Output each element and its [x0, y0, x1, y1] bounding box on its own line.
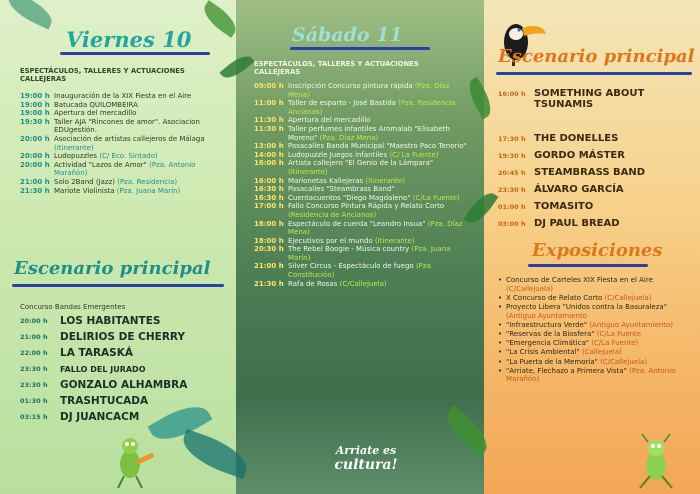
act-time: 23:30 h — [498, 185, 526, 194]
exhibition-text: "La Crisis Ambiental" — [506, 348, 580, 357]
schedule-row — [20, 92, 220, 101]
friday-schedule — [20, 92, 220, 195]
schedule-row — [254, 142, 470, 151]
schedule-location: (Pza. Díaz Mena) — [288, 82, 450, 99]
exhibition-location: (Antiguo Ayuntamiento) — [589, 320, 673, 329]
schedule-time: 19:00 h — [20, 100, 50, 109]
band-name: TRASHTUCADA — [60, 395, 149, 407]
schedule-text: Rafa de Rosas — [288, 279, 338, 288]
saturday-title: Sábado 11 — [292, 24, 403, 46]
schedule-location: (Pza. Constitución) — [288, 262, 434, 280]
act-row — [498, 181, 698, 198]
schedule-row — [20, 118, 220, 135]
act-time: 20:45 h — [498, 168, 526, 177]
schedule-location: (Pza. Antonio Marañón) — [54, 160, 196, 178]
band-row — [20, 409, 230, 425]
schedule-row — [254, 151, 470, 160]
exhibition-item: • "Reservas de la Biosfera" (C/La Fuente — [498, 329, 641, 338]
schedule-time: 20:30 h — [254, 245, 284, 254]
schedule-text: Actividad "Lazos de Amor" — [54, 160, 147, 169]
schedule-text: Mariote Violinista — [54, 186, 115, 195]
schedule-location: (Pza. Juana Marín) — [288, 245, 451, 262]
schedule-row — [20, 101, 220, 110]
title-underline — [290, 47, 430, 50]
act-row — [498, 88, 698, 114]
schedule-row — [254, 82, 470, 99]
schedule-row — [20, 109, 220, 118]
exhibition-location: (C/Callejuela) — [506, 284, 554, 293]
contest-subtitle: Concurso Bandas Emergentes — [20, 303, 126, 311]
exhibition-text: Concurso de Carteles XIX Fiesta en el Aire — [506, 276, 653, 284]
schedule-time: 14:00 h — [254, 150, 284, 159]
schedule-location: (C/La Fuente) — [412, 193, 460, 202]
act-time: 16:00 h — [498, 90, 526, 98]
schedule-location: (Itinerante) — [365, 176, 405, 185]
exhibition-item: • Proyecto Libera "Unidos contra la Basuraleza" (Antiguo Ayuntamiento — [498, 302, 667, 320]
schedule-text: Apertura del mercadillo — [288, 116, 371, 125]
band-name: FALLO DEL JURADO — [60, 364, 146, 374]
schedule-time: 19:00 h — [20, 92, 50, 100]
schedule-time: 09:00 h — [254, 82, 284, 90]
act-time: 17:30 h — [498, 134, 526, 143]
schedule-row — [254, 280, 470, 289]
schedule-row — [254, 185, 470, 194]
schedule-text: Artista callejero "El Genio de la Lámpara" — [288, 159, 434, 168]
schedule-time: 16:00 h — [254, 176, 284, 185]
schedule-row — [254, 237, 470, 246]
schedule-text: Fallo Concurso Pintura Rápida y Relato Corto — [288, 202, 445, 211]
exhibition-location: (C/Callejuela) — [600, 357, 648, 366]
exhibition-location: (Callejuela) — [581, 348, 622, 357]
schedule-text: Marionetas Kallejeras — [288, 176, 364, 185]
schedule-time: 17:00 h — [254, 202, 284, 211]
band-row — [20, 377, 230, 393]
schedule-text: Taller perfumes infantiles Aromalab "Elisabeth Moreno" — [288, 124, 450, 142]
exhibition-text: "Emergencia Climática" — [506, 339, 589, 348]
schedule-location: (Pza. Díaz Mena) — [319, 133, 379, 142]
grasshopper-illustration — [626, 432, 686, 492]
schedule-time: 11:30 h — [254, 116, 284, 125]
act-name: STEAMBRASS BAND — [534, 167, 646, 178]
schedule-time: 19:00 h — [20, 109, 50, 118]
exhibition-text: "Reservas de la Biosfera" — [506, 329, 595, 338]
schedule-time: 11:30 h — [254, 124, 284, 133]
schedule-row — [254, 220, 470, 237]
schedule-row — [20, 135, 220, 152]
schedule-text: Taller AJA "Rincones de amor". Asociacion EDUgestión. — [54, 117, 200, 135]
schedule-location: (Pza. Residencia) — [117, 177, 178, 186]
schedule-time: 21:30 h — [20, 186, 50, 195]
right-stage-lineup — [498, 88, 698, 232]
band-name: DELIRIOS DE CHERRY — [60, 331, 186, 343]
exhibition-item: • X Concurso de Relato Corto (C/Callejuela) — [498, 293, 652, 302]
band-time: 03:15 h — [20, 413, 48, 421]
schedule-row — [254, 125, 470, 142]
exhibition-item: • "Arriate, Flechazo a Primera Vista" (Pza. Antonio Marañón) — [498, 366, 676, 384]
schedule-row — [254, 194, 470, 203]
slogan-line-2: cultura! — [334, 457, 398, 473]
exhibitions-title: Exposiciones — [532, 240, 663, 261]
band-time: 20:00 h — [20, 317, 48, 325]
schedule-location: (Itinerante) — [288, 167, 328, 176]
schedule-row — [20, 161, 220, 178]
saturday-subtitle: ESPECTÁCULOS, TALLERES Y ACTUACIONES CALLEJERAS — [254, 60, 419, 76]
schedule-time: 21:00 h — [254, 262, 284, 271]
act-time: 01:00 h — [498, 202, 526, 211]
schedule-time: 21:00 h — [20, 177, 50, 186]
band-row — [20, 393, 230, 409]
act-name: SOMETHING ABOUT TSUNAMIS — [534, 88, 645, 110]
grasshopper-guitar-illustration — [100, 430, 160, 490]
schedule-location: (Pza. Juana Marín) — [116, 186, 181, 195]
schedule-location: (C/ La Fuente) — [389, 150, 439, 159]
schedule-location: (Itinerante) — [374, 236, 415, 245]
band-row — [20, 329, 230, 345]
left-stage-title: Escenario principal — [14, 258, 211, 279]
schedule-location: (C/ Eco. Sintado) — [99, 152, 158, 161]
exhibition-text: "Infraestructura Verde" — [506, 320, 588, 329]
title-underline — [60, 52, 210, 55]
schedule-row — [20, 187, 220, 196]
schedule-text: Pasacalles Banda Municipal "Maestro Paco Tenorio" — [288, 142, 467, 151]
exhibition-item: • "La Puerta de la Memoria" (C/Callejuela) — [498, 357, 648, 366]
exhibition-location: (Antiguo Ayuntamiento — [506, 311, 587, 320]
schedule-row — [254, 177, 470, 186]
friday-title: Viernes 10 — [66, 27, 192, 52]
title-underline — [496, 72, 692, 75]
schedule-text: Ejecutivos por el mundo — [288, 236, 373, 245]
band-time: 22:00 h — [20, 349, 48, 357]
act-row — [498, 130, 698, 147]
act-row — [498, 147, 698, 164]
schedule-text: Inscripción Concurso pintura rápida — [288, 82, 413, 90]
exhibition-item: • "Emergencia Climática" (C/La Fuente) — [498, 339, 639, 348]
act-name: DJ PAUL BREAD — [534, 218, 620, 229]
slogan — [316, 444, 416, 473]
schedule-time: 13:00 h — [254, 142, 284, 151]
schedule-time: 18:00 h — [254, 236, 284, 245]
schedule-time: 20:00 h — [20, 134, 50, 143]
schedule-row — [254, 262, 470, 279]
exhibition-location: (C/La Fuente — [596, 329, 641, 338]
schedule-row — [20, 152, 220, 161]
schedule-row — [254, 99, 470, 116]
exhibition-text: X Concurso de Relato Corto — [506, 293, 603, 302]
schedule-row — [254, 116, 470, 125]
band-time: 01:30 h — [20, 397, 48, 405]
saturday-schedule — [254, 82, 470, 288]
band-time: 23:30 h — [20, 381, 48, 389]
schedule-row — [254, 159, 470, 176]
schedule-text: Cuentacuentos "Diego Magdaleno" — [288, 193, 411, 202]
schedule-time: 16:00 h — [254, 159, 284, 168]
act-time: 03:00 h — [498, 219, 526, 228]
schedule-text: Batucada QUILOMBEIRA — [54, 100, 138, 109]
exhibition-item: • Concurso de Carteles XIX Fiesta en el Aire (C/Callejuela) — [498, 276, 653, 293]
schedule-time: 16:30 h — [254, 193, 284, 202]
schedule-text: The Rebel Boogie - Música country — [288, 245, 410, 254]
act-row — [498, 198, 698, 215]
band-row — [20, 345, 230, 361]
act-name: ÁLVARO GARCÍA — [534, 184, 624, 195]
schedule-text: Ludopuzzle Juegos infantiles — [288, 150, 388, 159]
schedule-time: 16:30 h — [254, 185, 284, 194]
band-row — [20, 361, 230, 377]
exhibition-item: • "La Crisis Ambiental" (Callejuela) — [498, 348, 622, 357]
exhibition-text: "Arriate, Flechazo a Primera Vista" — [506, 366, 627, 375]
title-underline — [12, 284, 224, 287]
title-underline — [528, 264, 648, 267]
schedule-text: Inauguración de la XIX Fiesta en el Aire — [54, 92, 192, 100]
schedule-location: (Pza. Residencia Ancianos) — [288, 99, 456, 116]
exhibitions-list — [498, 276, 694, 384]
band-name: LA TARASKÁ — [60, 347, 133, 359]
band-name: DJ JUANCACM — [60, 411, 140, 423]
act-name: THE DONELLES — [534, 133, 619, 144]
exhibition-location: (C/La Fuente) — [591, 339, 639, 348]
band-name: GONZALO ALHAMBRA — [60, 379, 188, 391]
schedule-time: 18:00 h — [254, 219, 284, 228]
left-stage-lineup — [20, 303, 230, 425]
slogan-line-1: Arriate es — [335, 444, 397, 457]
band-row — [20, 313, 230, 329]
schedule-location: (Pza. Díaz Mena) — [288, 219, 463, 237]
schedule-row — [20, 178, 220, 187]
act-name: TOMASITO — [534, 201, 594, 212]
exhibition-text: Proyecto Libera "Unidos contra la Basuraleza" — [506, 302, 667, 311]
exhibition-text: "La Puerta de la Memoria" — [506, 357, 598, 366]
schedule-text: Taller de esparto - José Bastida — [288, 99, 396, 108]
schedule-location: (Residencia de Ancianos) — [288, 210, 377, 219]
schedule-time: 20:00 h — [20, 160, 50, 169]
schedule-time: 20:00 h — [20, 152, 50, 161]
right-stage-title: Escenario principal — [498, 46, 695, 67]
schedule-time: 11:00 h — [254, 99, 284, 108]
schedule-row — [254, 202, 470, 219]
schedule-text: Pasacalles "Steambrass Band" — [288, 185, 395, 194]
schedule-text: Silver Circus - Espectáculo de fuego — [288, 262, 414, 271]
exhibition-location: (C/Callejuela) — [604, 293, 652, 302]
band-time: 23:30 h — [20, 365, 48, 373]
schedule-text: Solo 2Band (Jazz) — [54, 177, 115, 186]
act-name: GORDO MÁSTER — [534, 150, 625, 161]
schedule-location: (C/Callejuela) — [339, 279, 387, 288]
schedule-time: 19:30 h — [20, 117, 50, 126]
act-time: 19:30 h — [498, 151, 526, 160]
band-name: LOS HABITANTES — [60, 315, 161, 327]
schedule-time: 21:30 h — [254, 279, 284, 288]
band-time: 21:00 h — [20, 333, 48, 341]
spacer — [498, 114, 698, 130]
act-row — [498, 164, 698, 181]
schedule-row — [254, 245, 470, 262]
schedule-location: (Itinerante) — [54, 143, 94, 152]
act-row — [498, 215, 698, 232]
schedule-text: Ludopuzzles — [54, 152, 98, 161]
schedule-text: Asociación de artistas callejeros de Málaga — [54, 134, 205, 143]
schedule-text: Apertura del mercadillo — [54, 109, 137, 118]
exhibition-item: • "Infraestructura Verde" (Antiguo Ayuntamiento) — [498, 320, 673, 329]
exhibition-location: (Pza. Antonio Marañón) — [506, 366, 676, 384]
schedule-text: Espectáculo de cuerda "Leandro Insua" — [288, 219, 426, 228]
friday-subtitle: ESPECTÁCULOS, TALLERES Y ACTUACIONES CALLEJERAS — [20, 67, 185, 83]
